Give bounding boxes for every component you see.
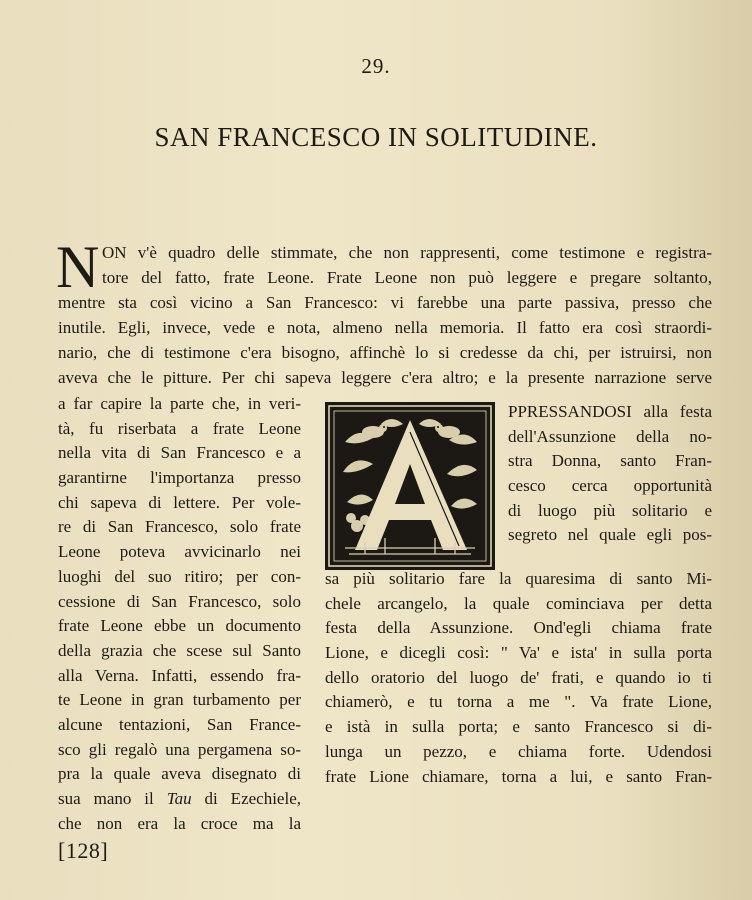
right-line: cesco cerca opportunità xyxy=(508,476,712,496)
chapter-title: SAN FRANCESCO IN SOLITUDINE. xyxy=(154,122,598,152)
intro-line: mentre sta così vicino a San Francesco: vi farebbe una parte passiva, presso che xyxy=(58,293,712,312)
left-line: chi sapeva di lettere. Per vole- xyxy=(58,492,301,512)
drop-cap-n: N xyxy=(56,234,100,300)
right-line: stra Donna, santo Fran- xyxy=(508,451,712,471)
chapter-number: 29. xyxy=(361,54,391,78)
left-line: a far capire la parte che, in veri- xyxy=(58,394,301,413)
left-line: luoghi del suo ritiro; per con- xyxy=(58,566,301,586)
left-line: alcune tentazioni, San France- xyxy=(58,714,301,734)
right-full-line: e istà in sulla porta; e santo Francesco si di- xyxy=(325,717,712,737)
left-line: re di San Francesco, solo frate xyxy=(58,517,301,537)
left-line: tà, fu riserbata a frate Leone xyxy=(58,418,301,438)
intro-line: inutile. Egli, invece, vede e nota, almeno nella memoria. Il fatto era così straordi- xyxy=(58,318,712,337)
right-full-line: dello oratorio del luogo de' frati, e quando io ti xyxy=(325,667,712,687)
tau-word: Tau xyxy=(166,789,192,808)
right-line: dell'Assunzione della no- xyxy=(508,426,712,446)
left-line: te Leone in gran turbamento per xyxy=(58,690,301,710)
right-line: di luogo più solitario e xyxy=(508,500,712,520)
right-line: PPRESSANDOSI alla festa xyxy=(508,402,712,421)
left-line: pra la quale aveva disegnato di xyxy=(58,764,301,784)
intro-paragraph xyxy=(56,234,712,390)
woodcut-illustration xyxy=(325,402,495,570)
left-line: sco gli regalò una pergamena so- xyxy=(58,739,301,759)
tau-before: sua mano il xyxy=(58,789,167,808)
right-column-full xyxy=(325,567,712,789)
intro-line: tore del fatto, frate Leone. Frate Leone non può leggere e pregare soltanto, xyxy=(102,268,712,287)
right-full-line: chiamerò, e tu torna a me ". Va frate Lione, xyxy=(325,692,712,712)
left-line: nella vita di San Francesco e a xyxy=(58,443,301,463)
left-line: alla Verna. Infatti, essendo fra- xyxy=(58,665,301,685)
left-line: che non era la croce ma la xyxy=(58,813,301,833)
right-full-line: chele arcangelo, la quale cominciava per detta xyxy=(325,593,712,613)
right-column-top xyxy=(508,400,712,548)
intro-line: ON v'è quadro delle stimmate, che non rappresenti, come testimone e registra- xyxy=(102,243,712,262)
intro-line: aveva che le pitture. Per chi sapeva leggere c'era altro; e la presente narrazione serve xyxy=(58,368,712,387)
tau-after: di Ezechiele, xyxy=(191,789,301,808)
intro-line: nario, che di testimone c'era bisogno, affinchè lo si credesse da chi, per istruirsi, non xyxy=(58,343,712,362)
left-line: Leone poteva avvicinarlo nei xyxy=(58,542,301,562)
left-line: frate Leone ebbe un documento xyxy=(58,616,301,636)
decorated-initial-a-woodcut xyxy=(325,402,495,570)
left-line: della grazia che scese sul Santo xyxy=(58,640,301,660)
page-number: [128] xyxy=(58,838,109,863)
left-line: garantirne l'importanza presso xyxy=(58,468,301,488)
right-full-line: Lione, e dicegli così: " Va' e ista' in sulla porta xyxy=(325,643,712,663)
right-line: segreto nel quale egli pos- xyxy=(508,525,712,545)
right-full-line: frate Lione chiamare, torna a lui, e santo Fran- xyxy=(325,766,712,786)
right-full-line: sa più solitario fare la quaresima di santo Mi- xyxy=(325,569,712,588)
left-line: cessione di San Francesco, solo xyxy=(58,591,301,611)
right-full-line: lunga un pezzo, e chiama forte. Udendosi xyxy=(325,741,712,761)
left-column xyxy=(58,392,301,836)
right-full-line: festa della Assunzione. Ond'egli chiama frate xyxy=(325,618,712,638)
left-line-tau xyxy=(58,787,301,812)
